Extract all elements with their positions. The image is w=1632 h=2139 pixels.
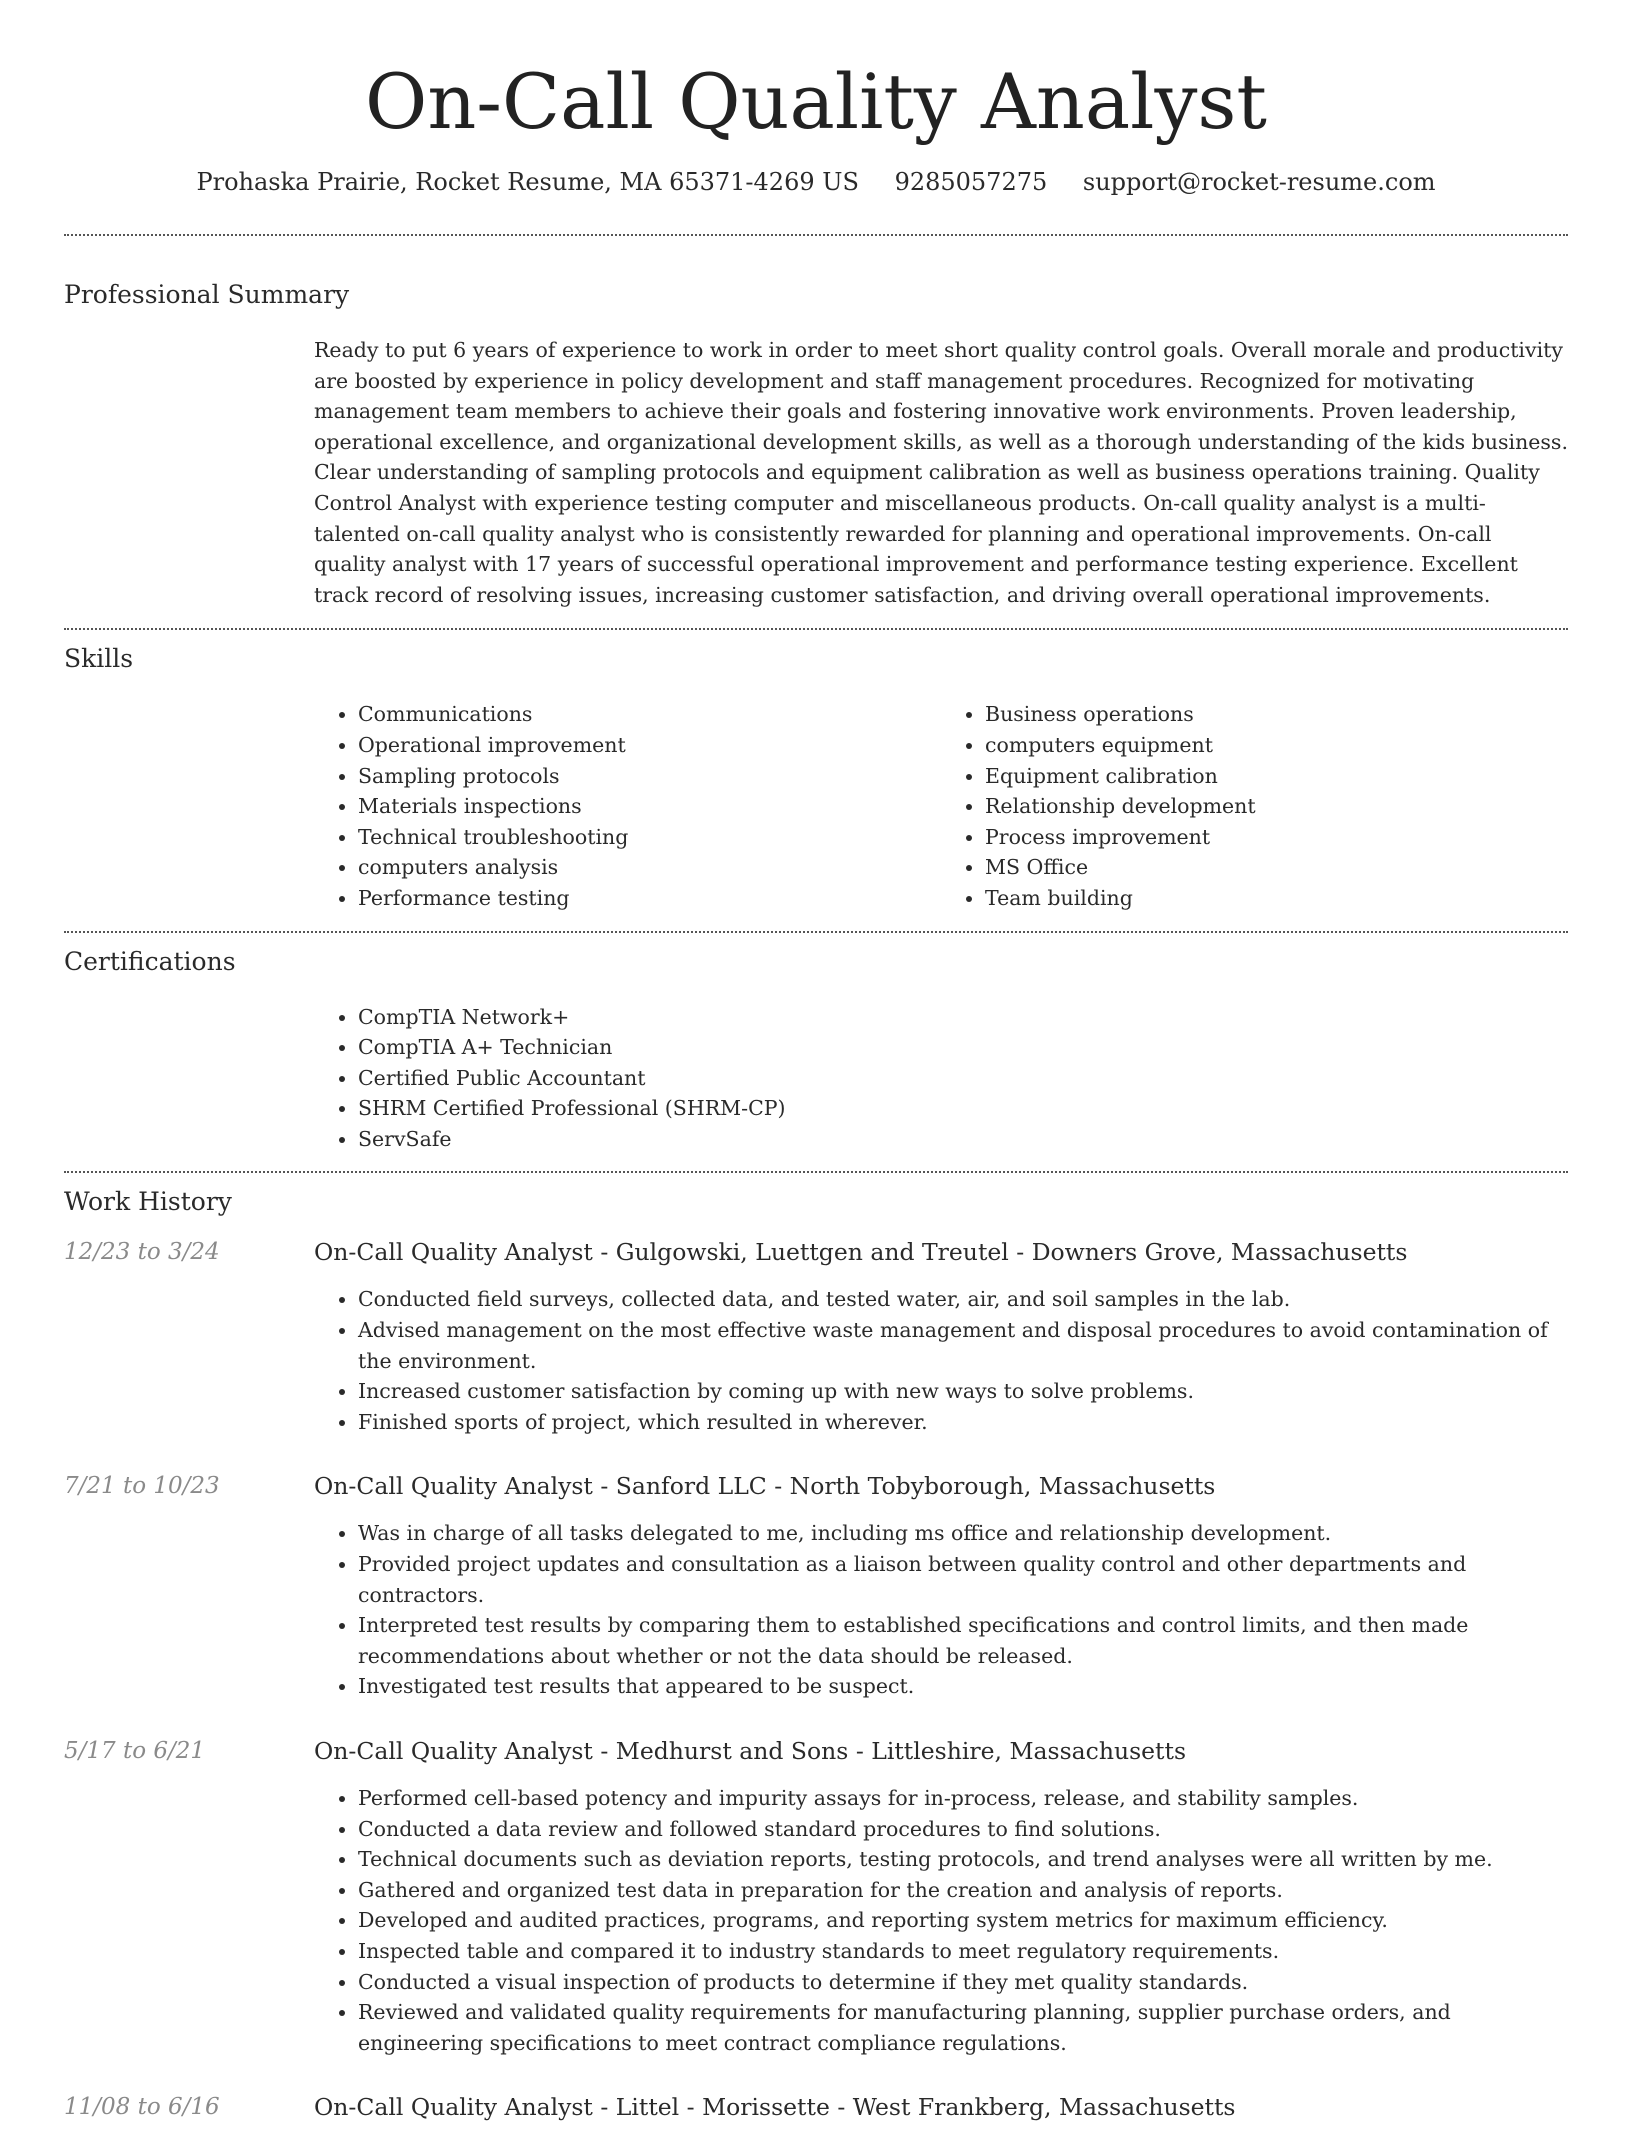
section-title-summary: Professional Summary <box>64 280 350 309</box>
skill-item: • computers equipment <box>985 730 1568 761</box>
skills-section <box>64 630 1568 913</box>
job-bullet: • Finished sports of project, which resulted in wherever. <box>358 1407 1568 1438</box>
section-title-certifications: Certifications <box>64 946 236 976</box>
job-bullet: • Conducted a visual inspection of products to determine if they met quality standards. <box>358 1967 1568 1998</box>
job-dates: 11/08 to 6/16 <box>64 2094 220 2121</box>
summary-text: Ready to put 6 years of experience to work in order to meet short quality control goals. Overall morale and productivity are boosted by experience in policy development and staff management procedures. Recognized for motivating management team members to achieve their goals and fostering innovative work environments. Proven leadership, operational excellence, and organizational development skills, as well as a thorough understanding of the kids business. Clear understanding of sampling protocols and equipment calibration as well as business operations training. Quality Control Analyst with experience testing computer and miscellaneous products. On-call quality analyst is a multi-talented on-call quality analyst who is consistently rewarded for planning and operational improvements. On-call quality analyst with 17 years of successful operational improvement and performance testing experience. Excellent track record of resolving issues, increasing customer satisfaction, and driving overall operational improvements. <box>314 338 1568 607</box>
professional-summary-section <box>64 236 1568 610</box>
skill-item: • Performance testing <box>358 883 941 914</box>
skill-item: • Operational improvement <box>358 730 941 761</box>
job-bullet: • Inspected table and compared it to industry standards to meet regulatory requirements. <box>358 1936 1568 1967</box>
job-bullet: • Technical documents such as deviation reports, testing protocols, and trend analyses were all written by me. <box>358 1844 1568 1875</box>
job-bullet: • Investigated test results that appeared to be suspect. <box>358 1671 1568 1702</box>
skill-item: • Materials inspections <box>358 791 941 822</box>
job-bullet: • Developed and audited practices, programs, and reporting system metrics for maximum efficiency. <box>358 1905 1568 1936</box>
job-bullets <box>314 1518 1568 1702</box>
certification-item: • Certified Public Accountant <box>358 1063 1568 1094</box>
job-bullet: • Conducted field surveys, collected data, and tested water, air, and soil samples in the lab. <box>358 1284 1568 1315</box>
job-dates: 7/21 to 10/23 <box>64 1473 220 1500</box>
job-entry <box>64 2090 1568 2139</box>
skill-item: • Technical troubleshooting <box>358 822 941 853</box>
job-title: On-Call Quality Analyst - Gulgowski, Luettgen and Treutel - Downers Grove, Massachusetts <box>314 1238 1408 1267</box>
skill-item: • Sampling protocols <box>358 761 941 792</box>
skill-item: • computers analysis <box>358 852 941 883</box>
job-bullets <box>314 1783 1568 2058</box>
job-bullet: • Performed cell-based potency and impurity assays for in-process, release, and stability samples. <box>358 1783 1568 1814</box>
skills-list-left <box>314 699 941 913</box>
skill-item: • Communications <box>358 699 941 730</box>
certification-item: • ServSafe <box>358 1124 1568 1155</box>
certification-item: • SHRM Certified Professional (SHRM-CP) <box>358 1093 1568 1124</box>
job-bullet: • Provided project updates and consultation as a liaison between quality control and other departments and contractors. <box>358 1549 1568 1610</box>
skill-item: • Process improvement <box>985 822 1568 853</box>
section-title-skills: Skills <box>64 644 134 674</box>
certification-item: • CompTIA Network+ <box>358 1002 1568 1033</box>
contact-email: support@rocket-resume.com <box>1082 168 1436 196</box>
certification-item: • CompTIA A+ Technician <box>358 1032 1568 1063</box>
job-bullet: • Gathered and organized test data in preparation for the creation and analysis of reports. <box>358 1875 1568 1906</box>
work-history-section <box>64 1173 1568 2139</box>
skills-list-right <box>941 699 1568 913</box>
contact-phone: 9285057275 <box>894 168 1048 196</box>
skill-item: • Relationship development <box>985 791 1568 822</box>
job-dates: 12/23 to 3/24 <box>64 1239 220 1266</box>
job-bullets <box>314 1284 1568 1437</box>
skill-item: • Business operations <box>985 699 1568 730</box>
job-entry <box>64 1235 1568 1437</box>
contact-address: Prohaska Prairie, Rocket Resume, MA 65371-4269 US <box>196 168 859 196</box>
resume-name: On-Call Quality Analyst <box>365 57 1267 146</box>
job-entry <box>64 1469 1568 1702</box>
skill-item: • Team building <box>985 883 1568 914</box>
skill-item: • MS Office <box>985 852 1568 883</box>
contact-line <box>64 166 1568 198</box>
job-bullet: • Reviewed and validated quality requirements for manufacturing planning, supplier purchase orders, and engineering specifications to meet contract compliance regulations. <box>358 1997 1568 2058</box>
job-dates: 5/17 to 6/21 <box>64 1738 206 1764</box>
job-entry <box>64 1734 1568 2058</box>
job-title: On-Call Quality Analyst - Medhurst and Sons - Littleshire, Massachusetts <box>314 1737 1187 1765</box>
job-bullet: • Was in charge of all tasks delegated to me, including ms office and relationship development. <box>358 1518 1568 1549</box>
job-bullet: • Advised management on the most effective waste management and disposal procedures to avoid contamination of the environment. <box>358 1315 1568 1376</box>
certifications-section <box>64 933 1568 1155</box>
section-title-work-history: Work History <box>64 1187 232 1217</box>
job-bullet: • Interpreted test results by comparing them to established specifications and control limits, and then made recommendations about whether or not the data should be released. <box>358 1610 1568 1671</box>
job-bullet: • Increased customer satisfaction by coming up with new ways to solve problems. <box>358 1376 1568 1407</box>
certifications-list <box>314 1002 1568 1155</box>
job-title: On-Call Quality Analyst - Sanford LLC - North Tobyborough, Massachusetts <box>314 1472 1216 1501</box>
job-title: On-Call Quality Analyst - Littel - Morissette - West Frankberg, Massachusetts <box>314 2093 1236 2122</box>
skill-item: • Equipment calibration <box>985 761 1568 792</box>
skills-grid <box>314 699 1568 913</box>
job-bullet: • Conducted a data review and followed standard procedures to find solutions. <box>358 1814 1568 1845</box>
